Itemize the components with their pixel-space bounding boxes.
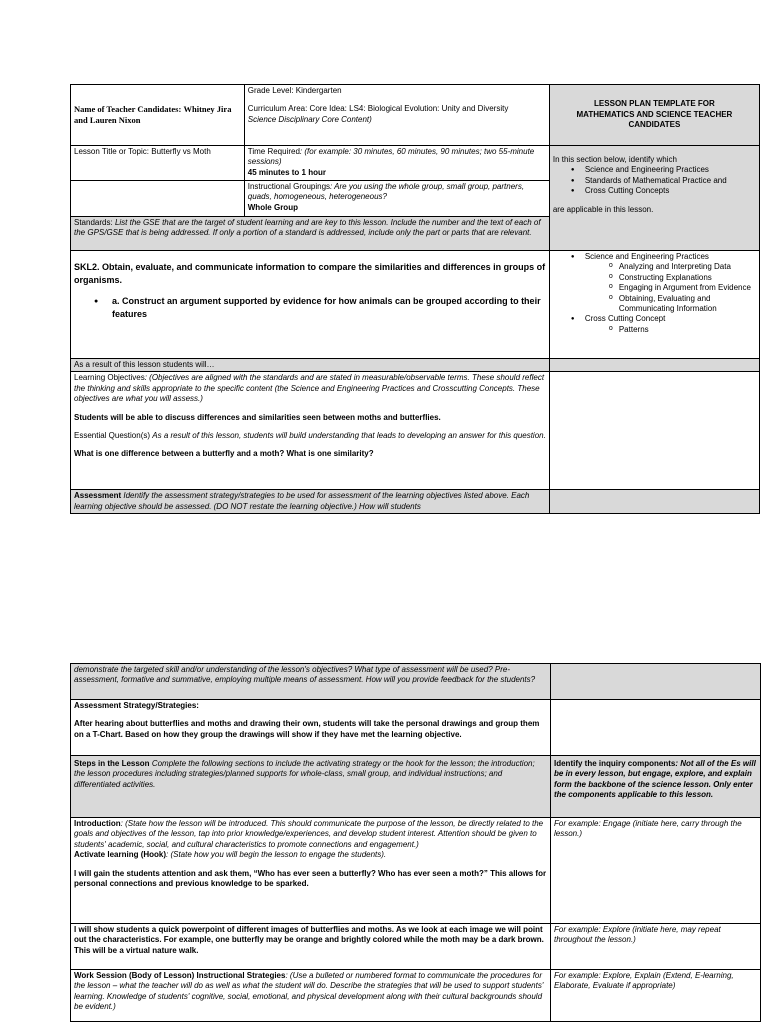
assessment-hint-1: Identify the assessment strategy/strategies to be used for assessment of the learning objectives listed above. Each learning objective should be assessed. (DO NOT restate the learning objective.) How will students bbox=[74, 491, 530, 511]
lesson-title-cell bbox=[71, 146, 245, 181]
lesson-plan-table-page-2 bbox=[70, 663, 761, 1022]
assessment-header-cell bbox=[71, 490, 550, 514]
time-required-cell bbox=[244, 146, 549, 181]
steps-hint: Complete the following sections to include the activating strategy or the hook for the lesson; the introduction; the lesson procedures including strategies/planned supports for whole-class, small group, and individual instructions; and differentiated activities. bbox=[74, 759, 535, 789]
explain-note: For example: Explore, Explain (Extend, E-learning, Elaborate, Evaluate if appropriate) bbox=[554, 971, 734, 991]
practices-intro-lead: In this section below, identify which bbox=[552, 155, 677, 164]
time-value: 45 minutes to 1 hour bbox=[247, 167, 326, 177]
hook-value: I will gain the students attention and ask them, “Who has ever seen a butterfly? Who has ever seen a moth?” This allows for personal connections and previous knowledge to be sparked. bbox=[74, 868, 547, 888]
practices-list-cell bbox=[549, 251, 759, 359]
assessment-label: Assessment bbox=[74, 491, 122, 501]
sep-heading: ● Science and Engineering Practices bbox=[553, 252, 756, 262]
eq-label: Essential Question(s) bbox=[74, 430, 151, 440]
work-hint: : (Use a bulleted or numbered format to communicate the procedures for the lesson – what the teacher will do as well as what the student will do. Describe the strategies that will be used to support students' learning. Knowledge of students' cognitive, social, emotional, and physical development along with their cultural backgrounds should be evident.) bbox=[74, 971, 544, 1012]
empty-cell bbox=[549, 490, 759, 514]
ccc-heading: ● Cross Cutting Concept bbox=[553, 314, 756, 324]
sep-item: o Engaging in Argument from Evidence bbox=[553, 283, 756, 293]
eq-value: What is one difference between a butterfly and a moth? What is one similarity? bbox=[74, 449, 374, 459]
standard-skl2: SKL2. Obtain, evaluate, and communicate information to compare the similarities and differences in groups of organisms. bbox=[74, 262, 546, 286]
assessment-hint-2: demonstrate the targeted skill and/or understanding of the lesson's objectives? What type of assessment will be used? Pre-assessment, formative and summative, employing multiple means of assessment. How will you provide feedback for the students? bbox=[74, 665, 536, 685]
empty-cell bbox=[71, 181, 245, 217]
learning-value: Students will be able to discuss differences and similarities seen between moths and butterflies. bbox=[74, 412, 441, 422]
teacher-label: Name of Teacher Candidates: bbox=[74, 103, 182, 114]
empty-cell bbox=[551, 664, 761, 700]
ccc-item: o Patterns bbox=[553, 325, 756, 335]
grade-curriculum-cell bbox=[244, 85, 549, 146]
assessment-strategy-cell bbox=[71, 700, 551, 756]
teacher-names: Whitney Jira and Lauren Nixon bbox=[74, 103, 232, 125]
time-hint: : (for example: 30 minutes, 60 minutes, 90 minutes; two 55-minute sessions) bbox=[247, 147, 535, 167]
steps-header-cell bbox=[71, 756, 551, 818]
curriculum-area: Curriculum Area: Core Idea: LS4: Biological Evolution: Unity and Diversity bbox=[247, 104, 509, 114]
standards-hint: List the GSE that are the target of student learning and are key to this lesson. Include the number and the text of each of the GPS/GSE that is being addressed. If only a portion of a standard is addressed, include only the part or parts that are relevant. bbox=[74, 218, 541, 238]
steps-label: Steps in the Lesson bbox=[74, 759, 150, 768]
inquiry-cell bbox=[551, 756, 761, 818]
intro-hint: : (State how the lesson will be introduced. This should communicate the purpose of the lesson, be directly related to the goals and objectives of the lesson, tap into prior knowledge/experiences, and develop student interest. Attention should be given to students' academic, social, and cultural characteristics to promote connections and engagement.) bbox=[74, 819, 544, 849]
empty-cell bbox=[549, 359, 759, 372]
grouping-label: Instructional Groupings bbox=[247, 182, 331, 191]
curriculum-sub: Science Disciplinary Core Content) bbox=[247, 114, 372, 124]
assessment-hint-cont-cell bbox=[71, 664, 551, 700]
empty-cell bbox=[551, 700, 761, 756]
engage-note: For example: Engage (initiate here, carry through the lesson.) bbox=[554, 819, 742, 839]
learning-label: Learning Objectives bbox=[74, 373, 145, 383]
template-title: LESSON PLAN TEMPLATE FOR MATHEMATICS AND SCIENCE TEACHER CANDIDATES bbox=[576, 99, 733, 130]
practices-intro-tail: are applicable in this lesson. bbox=[552, 204, 654, 214]
objectives-cell bbox=[71, 372, 550, 490]
walk-value: I will show students a quick powerpoint of different images of butterflies and moths. As we look at each image we will point out the characteristics. For example, one butterfly may be orange and brightly colored while the moth may be a dark brown. This will be a virtual nature walk. bbox=[74, 925, 544, 955]
practices-intro-cell bbox=[549, 146, 759, 251]
sep-item: o Analyzing and Interpreting Data bbox=[553, 262, 756, 272]
inquiry-hint: : Not all of the Es will be in every lesson, but engage, explore, and explain form the backbone of the science lesson. Only enter the components applicable to this lesson. bbox=[554, 759, 756, 800]
explore-note-cell bbox=[551, 924, 761, 970]
standards-content-cell bbox=[71, 251, 550, 359]
empty-cell bbox=[549, 372, 759, 490]
explore-note: For example: Explore (initiate here, may repeat throughout the lesson.) bbox=[554, 925, 721, 945]
standards-label: Standards: bbox=[74, 218, 113, 227]
template-title-cell bbox=[549, 85, 759, 146]
lesson-title: Lesson Title or Topic: Butterfly vs Moth bbox=[74, 147, 211, 156]
practices-intro-item: ● Standards of Mathematical Practice and bbox=[553, 176, 756, 186]
grade-level: Grade Level: Kindergarten bbox=[247, 86, 342, 95]
groupings-cell bbox=[244, 181, 549, 217]
sep-item: o Obtaining, Evaluating and Communicating Information bbox=[553, 294, 756, 315]
standard-skl2a: ● a. Construct an argument supported by evidence for how animals can be grouped according to their features bbox=[74, 295, 546, 321]
standards-header-cell bbox=[71, 217, 550, 251]
grouping-value: Whole Group bbox=[247, 202, 298, 212]
practices-intro-item: ● Science and Engineering Practices bbox=[553, 165, 756, 175]
result-heading: As a result of this lesson students will… bbox=[74, 360, 215, 369]
grouping-hint: : Are you using the whole group, small group, partners, quads, homogeneous, heterogeneous? bbox=[247, 182, 525, 202]
eq-hint: As a result of this lesson, students will build understanding that leads to developing an answer for this question. bbox=[152, 430, 546, 440]
learning-hint: : (Objectives are aligned with the standards and are stated in measurable/observable terms. These should reflect the thinking and skills appropriate to the specific content (the Science and Engineering Practices and Crosscutting Concepts. These objectives are what you will assess.) bbox=[74, 373, 545, 404]
hook-label: Activate learning (Hook) bbox=[74, 850, 167, 860]
engage-note-cell bbox=[551, 818, 761, 924]
introduction-cell bbox=[71, 818, 551, 924]
strategies-label: Assessment Strategy/Strategies: bbox=[74, 701, 199, 710]
sep-list bbox=[553, 252, 756, 335]
explain-note-cell bbox=[551, 970, 761, 1022]
sep-item: o Constructing Explanations bbox=[553, 273, 756, 283]
work-label: Work Session (Body of Lesson) Instructional Strategies bbox=[74, 971, 286, 980]
result-heading-cell bbox=[71, 359, 550, 372]
practices-intro-list bbox=[553, 165, 756, 196]
inquiry-label: Identify the inquiry components bbox=[554, 759, 676, 768]
hook-hint: : (State how you will begin the lesson to engage the students). bbox=[166, 850, 387, 860]
virtual-walk-cell bbox=[71, 924, 551, 970]
lesson-plan-table-page-1 bbox=[70, 84, 760, 514]
time-label: Time Required bbox=[247, 147, 300, 156]
work-session-cell bbox=[71, 970, 551, 1022]
teacher-names-cell bbox=[71, 85, 245, 146]
practices-intro-item: ● Cross Cutting Concepts bbox=[553, 186, 756, 196]
intro-label: Introduction bbox=[74, 819, 121, 828]
strategies-value: After hearing about butterflies and moths and drawing their own, students will take the personal drawings and group them on a T-Chart. Based on how they group the drawings will show if they have met the learning objective. bbox=[74, 719, 540, 739]
